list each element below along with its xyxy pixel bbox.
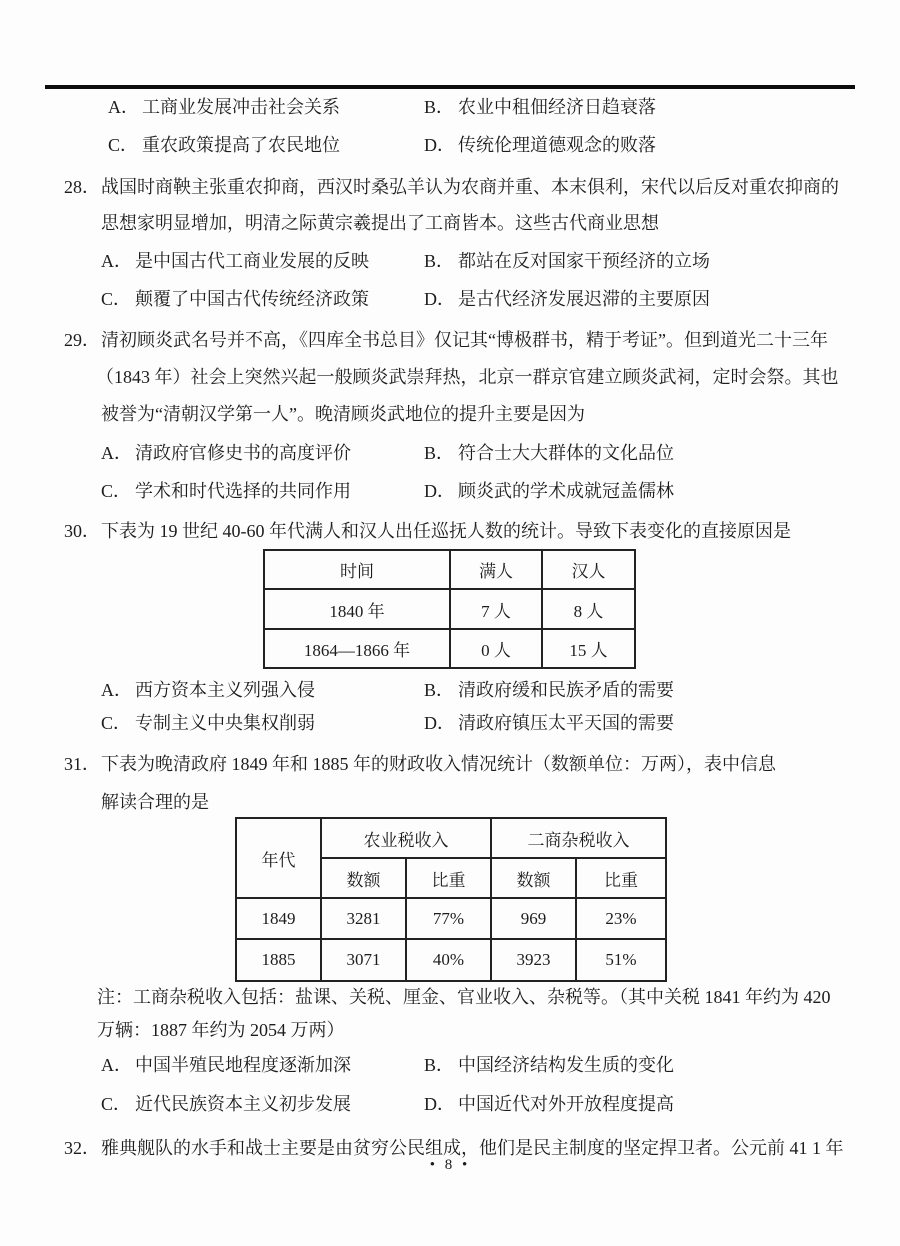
option-label: C． <box>101 289 132 309</box>
q29-option-c <box>101 479 351 503</box>
table-header-cell: 满人 <box>450 550 542 589</box>
table-header-cell: 数额 <box>491 858 576 898</box>
q31-note-line-1 <box>97 985 831 1009</box>
table-row <box>236 939 666 981</box>
table-cell: 1885 <box>236 939 321 981</box>
option-text: 西方资本主义列强入侵 <box>135 680 315 700</box>
table-cell: 1864—1866 年 <box>264 629 450 668</box>
table-cell: 3071 <box>321 939 406 981</box>
option-text: 农业中租佃经济日趋衰落 <box>458 97 656 117</box>
table-cell: 0 人 <box>450 629 542 668</box>
question-number: 31． <box>64 754 100 774</box>
option-text: 顾炎武的学术成就冠盖儒林 <box>458 481 674 501</box>
question-text: 思想家明显增加，明清之际黄宗羲提出了工商皆本。这些古代商业思想 <box>101 213 659 233</box>
option-text: 是中国古代工商业发展的反映 <box>135 251 369 271</box>
q29-line-1 <box>64 328 828 352</box>
question-text: （1843 年）社会上突然兴起一般顾炎武崇拜热，北京一群京官建立顾炎武祠，定时会祭。其也 <box>96 367 839 387</box>
option-label: A． <box>101 680 132 700</box>
table-cell: 51% <box>576 939 666 981</box>
option-text: 都站在反对国家干预经济的立场 <box>458 251 710 271</box>
option-label: A． <box>101 443 132 463</box>
table-cell: 969 <box>491 898 576 939</box>
question-text: 下表为 19 世纪 40-60 年代满人和汉人出任巡抚人数的统计。导致下表变化的直接原因是 <box>101 521 791 541</box>
table-cell: 23% <box>576 898 666 939</box>
q30-line-1 <box>64 519 791 543</box>
table-cell: 7 人 <box>450 589 542 629</box>
option-label: D． <box>424 713 455 733</box>
table-header-row <box>264 550 635 589</box>
option-label: C． <box>101 1094 132 1114</box>
option-text: 近代民族资本主义初步发展 <box>135 1094 351 1114</box>
option-label: C． <box>101 481 132 501</box>
table-cell: 1849 <box>236 898 321 939</box>
table-header-cell: 数额 <box>321 858 406 898</box>
option-label: B． <box>424 443 455 463</box>
q29-line-3 <box>101 402 585 426</box>
q31-line-1 <box>64 752 776 776</box>
option-label: A． <box>101 1055 132 1075</box>
question-text: 解读合理的是 <box>101 792 209 812</box>
q30-option-a <box>101 678 315 702</box>
question-number: 32． <box>64 1138 100 1158</box>
option-label: B． <box>424 97 455 117</box>
table-header-cell: 汉人 <box>542 550 635 589</box>
option-text: 传统伦理道德观念的败落 <box>458 135 656 155</box>
table-cell: 3281 <box>321 898 406 939</box>
question-text: 雅典舰队的水手和战士主要是由贫穷公民组成，他们是民主制度的坚定捍卫者。公元前 41 1 年 <box>101 1138 844 1158</box>
option-text: 学术和时代选择的共同作用 <box>135 481 351 501</box>
q28-line-2 <box>101 211 659 235</box>
q30-option-c <box>101 711 315 735</box>
option-label: D． <box>424 135 455 155</box>
table-header-row <box>236 818 666 858</box>
table-row <box>264 629 635 668</box>
table-header-cell: 二商杂税收入 <box>491 818 666 858</box>
note-text: 万辆：1887 年约为 2054 万两） <box>97 1020 345 1040</box>
table-row <box>236 898 666 939</box>
option-label: D． <box>424 481 455 501</box>
option-text: 清政府缓和民族矛盾的需要 <box>458 680 674 700</box>
table-row <box>264 589 635 629</box>
q29-line-2 <box>96 365 839 389</box>
question-text: 清初顾炎武名号并不高，《四库全书总目》仅记其“博极群书，精于考证”。但到道光二十三年 <box>101 330 828 350</box>
option-text: 专制主义中央集权削弱 <box>135 713 315 733</box>
table-cell: 77% <box>406 898 491 939</box>
q30-table <box>263 549 636 669</box>
option-label: B． <box>424 251 455 271</box>
q31-option-b <box>424 1053 674 1077</box>
option-label: B． <box>424 680 455 700</box>
option-label: D． <box>424 1094 455 1114</box>
q31-option-a <box>101 1053 351 1077</box>
q31-table <box>235 817 667 982</box>
question-text: 战国时商鞅主张重农抑商，西汉时桑弘羊认为农商并重、本末俱利，宋代以后反对重农抑商的 <box>101 177 839 197</box>
option-label: C． <box>108 135 139 155</box>
q29-option-a <box>101 441 351 465</box>
q27-option-a <box>108 95 340 119</box>
option-text: 中国近代对外开放程度提高 <box>458 1094 674 1114</box>
table-header-cell: 农业税收入 <box>321 818 491 858</box>
option-label: A． <box>108 97 139 117</box>
q28-option-c <box>101 287 369 311</box>
option-text: 工商业发展冲击社会关系 <box>142 97 340 117</box>
option-label: B． <box>424 1055 455 1075</box>
table-header-cell: 年代 <box>236 818 321 898</box>
note-text: 注：工商杂税收入包括：盐课、关税、厘金、官业收入、杂税等。（其中关税 1841 年约为 420 <box>97 987 831 1007</box>
table-cell: 3923 <box>491 939 576 981</box>
page-top-border <box>45 85 855 89</box>
q31-option-d <box>424 1092 674 1116</box>
question-text: 被誉为“清朝汉学第一人”。晚清顾炎武地位的提升主要是因为 <box>101 404 585 424</box>
option-text: 清政府官修史书的高度评价 <box>135 443 351 463</box>
q28-option-a <box>101 249 369 273</box>
table-header-cell: 时间 <box>264 550 450 589</box>
question-number: 29． <box>64 330 100 350</box>
option-text: 中国经济结构发生质的变化 <box>458 1055 674 1075</box>
q30-option-b <box>424 678 674 702</box>
table-header-cell: 比重 <box>576 858 666 898</box>
q27-option-b <box>424 95 656 119</box>
q29-option-b <box>424 441 674 465</box>
option-text: 清政府镇压太平天国的需要 <box>458 713 674 733</box>
table-cell: 40% <box>406 939 491 981</box>
table-cell: 1840 年 <box>264 589 450 629</box>
question-number: 30． <box>64 521 100 541</box>
q27-option-c <box>108 133 340 157</box>
table-cell: 8 人 <box>542 589 635 629</box>
q28-line-1 <box>64 175 839 199</box>
page-number: • 8 • <box>429 1157 471 1173</box>
option-text: 中国半殖民地程度逐渐加深 <box>135 1055 351 1075</box>
option-text: 颠覆了中国古代传统经济政策 <box>135 289 369 309</box>
q31-line-2 <box>101 790 209 814</box>
option-label: D． <box>424 289 455 309</box>
option-label: C． <box>101 713 132 733</box>
q31-note-line-2 <box>97 1018 345 1042</box>
table-header-cell: 比重 <box>406 858 491 898</box>
question-text: 下表为晚清政府 1849 年和 1885 年的财政收入情况统计（数额单位：万两），表中信息 <box>101 754 776 774</box>
q31-option-c <box>101 1092 351 1116</box>
option-text: 是古代经济发展迟滞的主要原因 <box>458 289 710 309</box>
q29-option-d <box>424 479 674 503</box>
option-text: 重农政策提高了农民地位 <box>142 135 340 155</box>
q28-option-b <box>424 249 710 273</box>
option-label: A． <box>101 251 132 271</box>
q30-option-d <box>424 711 674 735</box>
table-cell: 15 人 <box>542 629 635 668</box>
q27-option-d <box>424 133 656 157</box>
q28-option-d <box>424 287 710 311</box>
option-text: 符合士大大群体的文化品位 <box>458 443 674 463</box>
question-number: 28． <box>64 177 100 197</box>
